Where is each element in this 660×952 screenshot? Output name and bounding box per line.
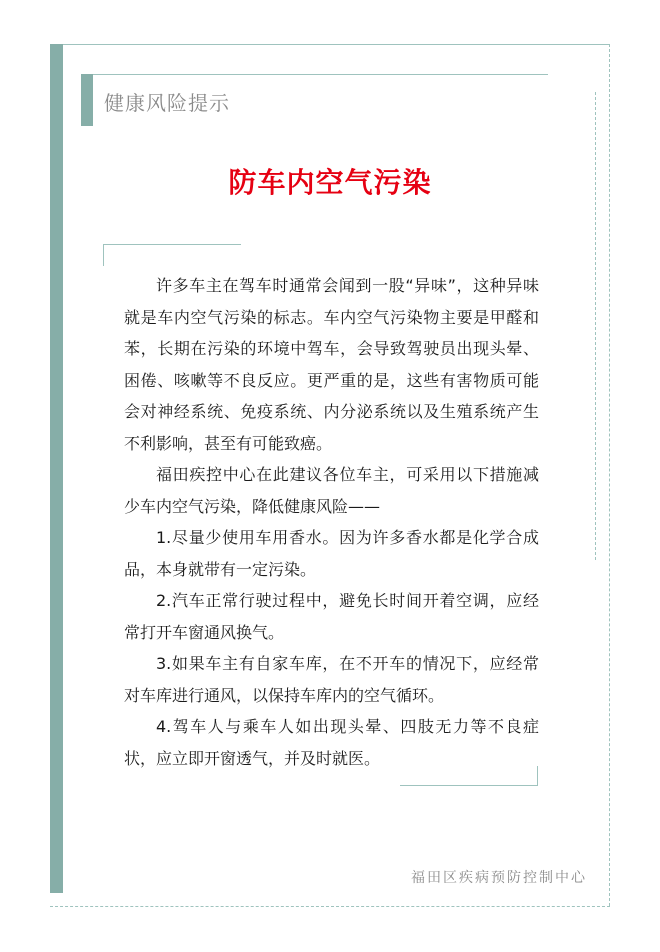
- frame-bottom-dashed-border: [50, 906, 610, 907]
- article-title: 防车内空气污染: [228, 166, 432, 199]
- header-underline: [93, 74, 548, 75]
- corner-bracket-bottom-right: [400, 766, 538, 786]
- section-header-title: 健康风险提示: [104, 91, 230, 115]
- paragraph-intro: 许多车主在驾车时通常会闻到一股“异味”，这种异味就是车内空气污染的标志。车内空气污染物主要是甲醛和苯，长期在污染的环境中驾车，会导致驾驶员出现头晕、困倦、咳嗽等不良反应。更严重的是，这些有害物质可能会对神经系统、免疫系统、内分泌系统以及生殖系统产生不利影响，甚至有可能致癌。: [124, 276, 539, 453]
- article-body: [124, 270, 539, 774]
- footer-organization: 福田区疾病预防控制中心: [411, 870, 587, 886]
- paragraph-tip-2: 2.汽车正常行驶过程中，避免长时间开着空调，应经常打开车窗通风换气。: [124, 591, 539, 642]
- corner-bracket-top-left: [103, 244, 241, 266]
- paragraph-tip-4: 4.驾车人与乘车人如出现头晕、四肢无力等不良症状，应立即开窗透气，并及时就医。: [124, 717, 539, 768]
- header-accent-block: [81, 74, 93, 126]
- paragraph-advice-intro: 福田疾控中心在此建议各位车主，可采用以下措施减少车内空气污染，降低健康风险——: [124, 465, 539, 516]
- paragraph-tip-3: 3.如果车主有自家车库，在不开车的情况下，应经常对车库进行通风，以保持车库内的空气循环。: [124, 654, 539, 705]
- frame-top-border: [50, 44, 610, 45]
- paragraph-tip-1: 1.尽量少使用车用香水。因为许多香水都是化学合成品，本身就带有一定污染。: [124, 528, 539, 579]
